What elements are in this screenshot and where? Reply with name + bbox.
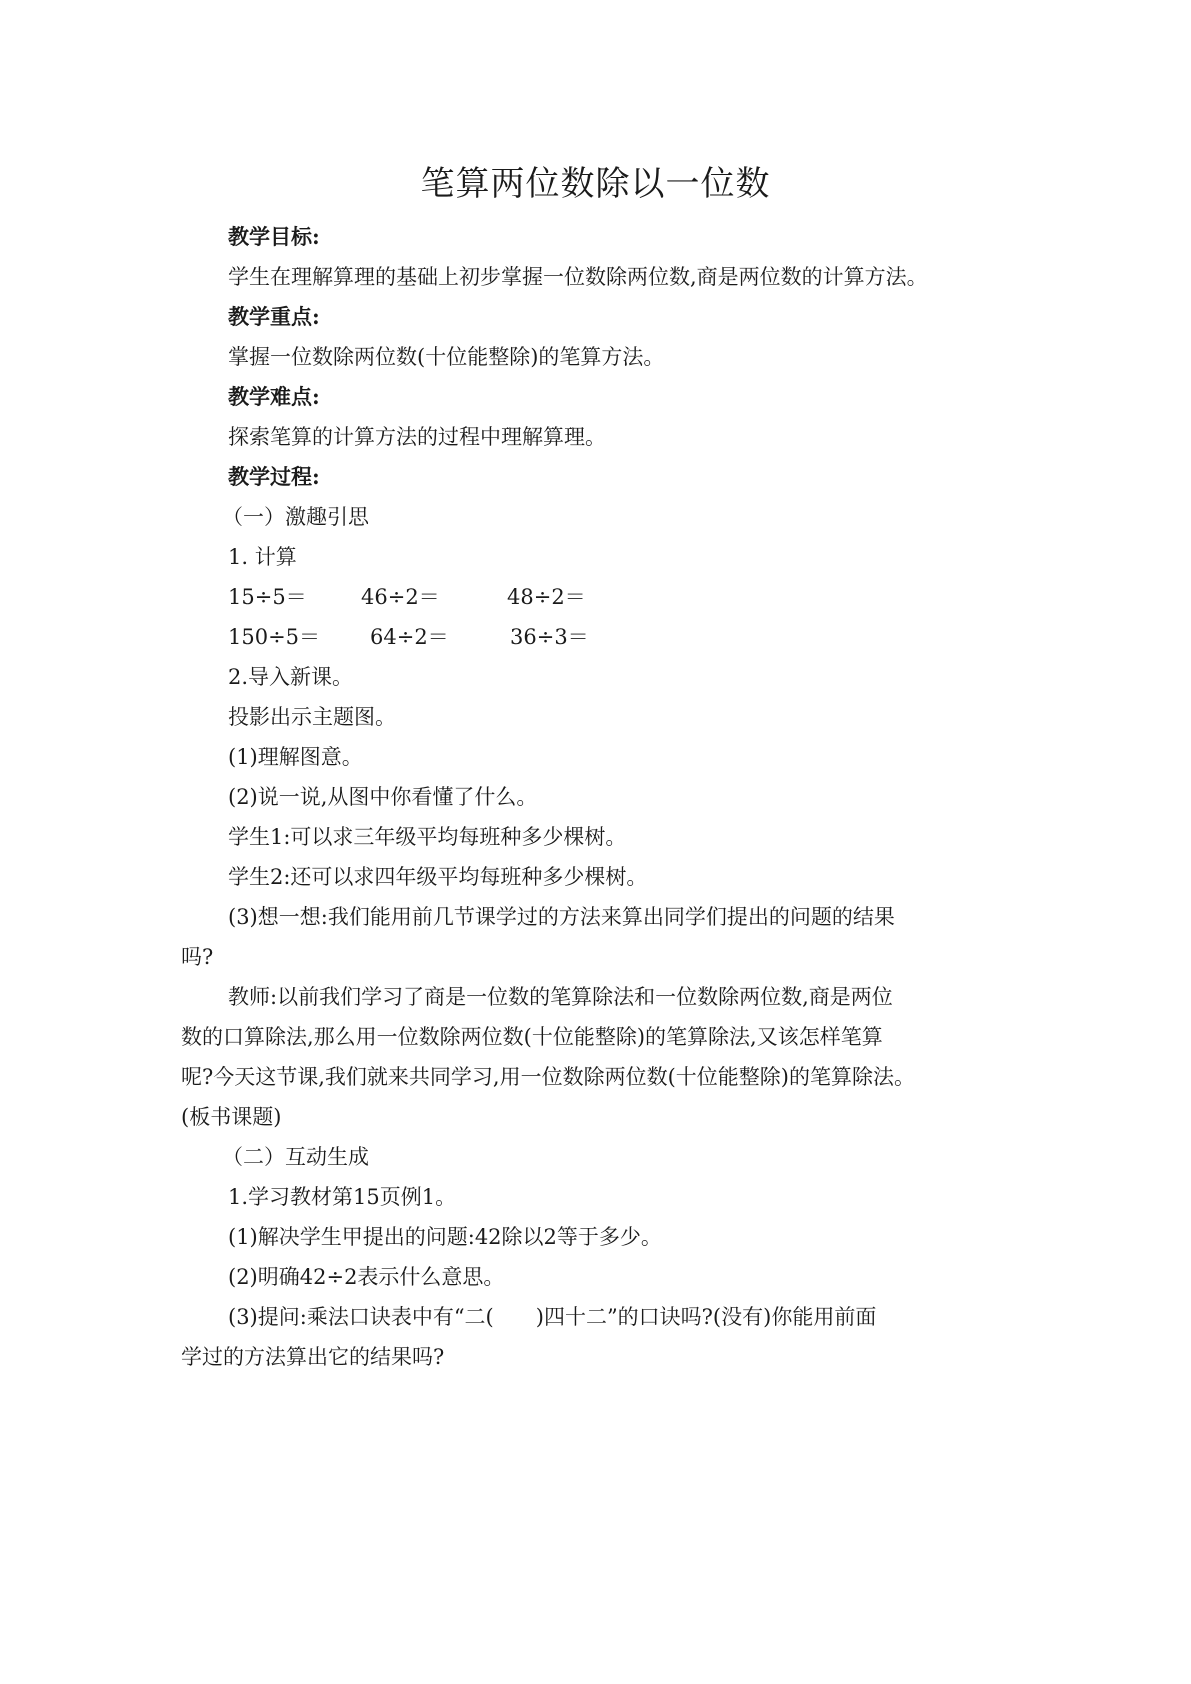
question-3-line-2: 吗? xyxy=(181,945,214,969)
calc-row-2 xyxy=(228,622,589,652)
part2-heading: （二）互动生成 xyxy=(222,1145,369,1169)
calc-expression: 150÷5＝ xyxy=(228,625,321,649)
key-text: 掌握一位数除两位数(十位能整除)的笔算方法。 xyxy=(228,345,665,369)
difficulty-heading: 教学难点: xyxy=(228,384,320,409)
calc-row-1 xyxy=(228,582,586,612)
part1-item1: 1. 计算 xyxy=(228,545,297,569)
question-3-line-1: (3)想一想:我们能用前几节课学过的方法来算出同学们提出的问题的结果 xyxy=(228,905,895,929)
part2-item1: 1.学习教材第15页例1。 xyxy=(228,1185,457,1209)
teacher-line-2: 数的口算除法,那么用一位数除两位数(十位能整除)的笔算除法,又该怎样笔算 xyxy=(181,1025,883,1049)
student-2-answer: 学生2:还可以求四年级平均每班种多少棵树。 xyxy=(228,865,648,889)
calc-expression: 64÷2＝ xyxy=(370,625,449,649)
part1-item2: 2.导入新课。 xyxy=(228,665,354,689)
calc-expression: 36÷3＝ xyxy=(510,625,589,649)
goal-heading: 教学目标: xyxy=(228,224,320,249)
part2-step-3-line-2: 学过的方法算出它的结果吗? xyxy=(181,1345,445,1369)
key-heading: 教学重点: xyxy=(228,304,320,329)
part2-step-2: (2)明确42÷2表示什么意思。 xyxy=(228,1265,505,1289)
calc-expression: 15÷5＝ xyxy=(228,585,307,609)
part1-heading: （一）激趣引思 xyxy=(222,505,369,529)
calc-expression: 46÷2＝ xyxy=(361,585,440,609)
teacher-line-4: (板书课题) xyxy=(181,1105,282,1129)
student-1-answer: 学生1:可以求三年级平均每班种多少棵树。 xyxy=(228,825,627,849)
process-heading: 教学过程: xyxy=(228,464,320,489)
difficulty-text: 探索笔算的计算方法的过程中理解算理。 xyxy=(228,425,606,449)
goal-text: 学生在理解算理的基础上初步掌握一位数除两位数,商是两位数的计算方法。 xyxy=(228,265,928,289)
teacher-line-1: 教师:以前我们学习了商是一位数的笔算除法和一位数除两位数,商是两位 xyxy=(228,985,893,1009)
projection-text: 投影出示主题图。 xyxy=(228,705,396,729)
part2-step-1: (1)解决学生甲提出的问题:42除以2等于多少。 xyxy=(228,1225,662,1249)
question-1: (1)理解图意。 xyxy=(228,745,363,769)
document-title: 笔算两位数除以一位数 xyxy=(420,164,771,204)
question-2: (2)说一说,从图中你看懂了什么。 xyxy=(228,785,538,809)
part2-step-3-line-1: (3)提问:乘法口诀表中有“二( )四十二”的口诀吗?(没有)你能用前面 xyxy=(228,1305,877,1329)
calc-expression: 48÷2＝ xyxy=(507,585,586,609)
teacher-line-3: 呢?今天这节课,我们就来共同学习,用一位数除两位数(十位能整除)的笔算除法。 xyxy=(181,1065,915,1089)
